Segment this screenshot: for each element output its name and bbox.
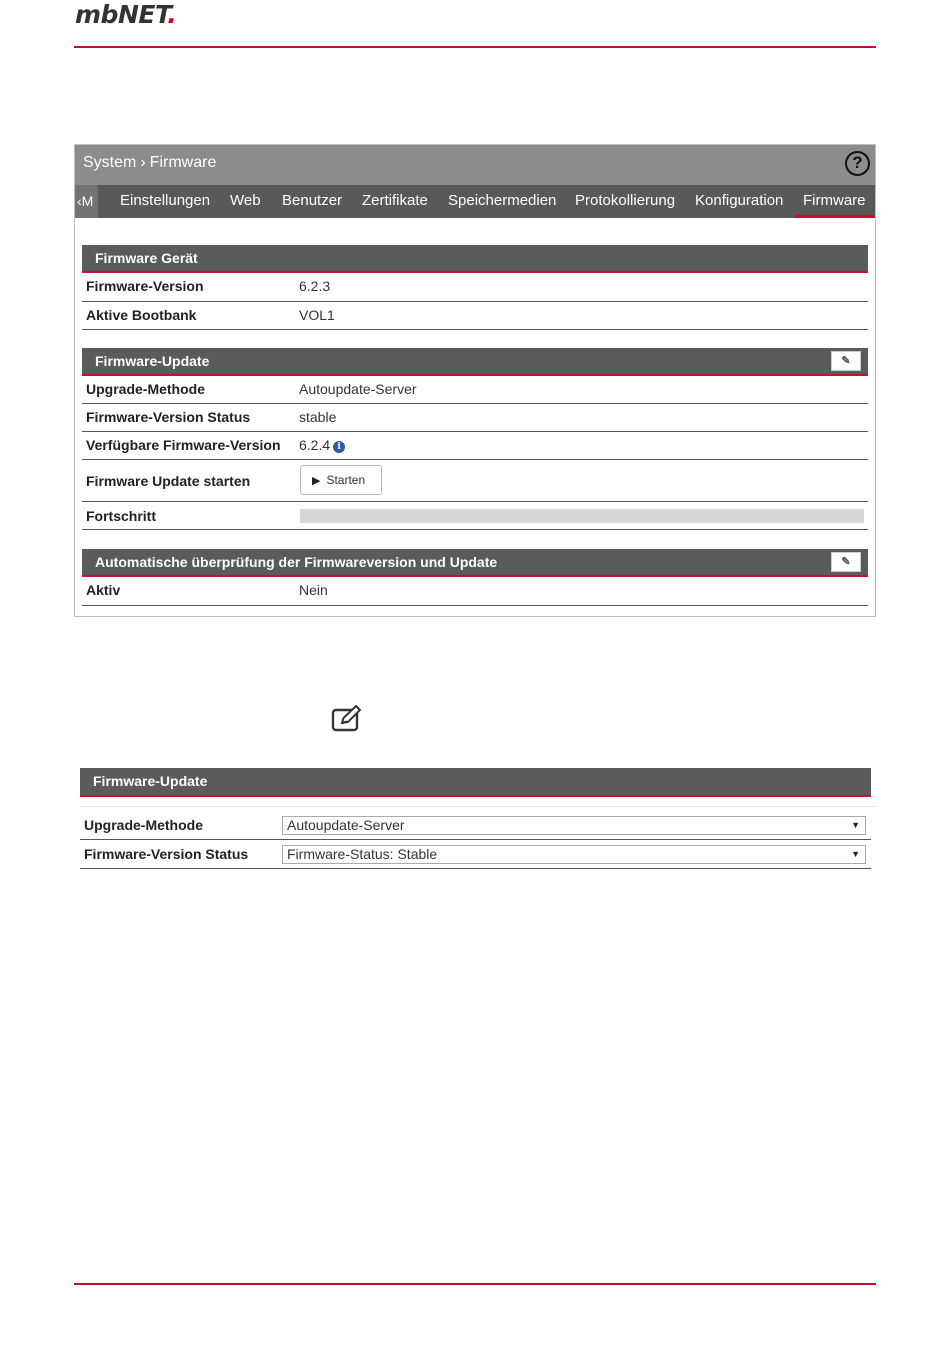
section-auto-check-header	[82, 549, 868, 577]
breadcrumb	[83, 154, 216, 172]
mbnet-logo	[75, 0, 176, 29]
field-label: Upgrade-Methode	[84, 817, 203, 833]
section-firmware-update-header	[82, 348, 868, 376]
breadcrumb-firmware: Firmware	[149, 154, 217, 171]
help-icon[interactable]: ?	[845, 151, 870, 176]
table-row	[82, 273, 868, 302]
tab-web[interactable]: Web	[230, 192, 261, 209]
select-value: Autoupdate-Server	[287, 817, 405, 833]
table-row	[82, 376, 868, 404]
section-firmware-device-header: Firmware Gerät	[82, 245, 868, 273]
tab-benutzer[interactable]: Benutzer	[282, 192, 343, 209]
row-label: Firmware-Version	[86, 278, 204, 294]
form-row-version-status	[80, 840, 871, 869]
row-label: Aktiv	[86, 582, 121, 598]
table-row	[82, 460, 868, 502]
row-label: Verfügbare Firmware-Version	[86, 437, 281, 453]
tab-scroll-left-button[interactable]: ‹M	[75, 185, 98, 218]
field-label: Firmware-Version Status	[84, 846, 249, 862]
row-label: Upgrade-Methode	[86, 381, 205, 397]
table-row	[82, 502, 868, 530]
row-value: Nein	[299, 582, 328, 598]
section-title: Firmware-Update	[95, 353, 210, 369]
select-value: Firmware-Status: Stable	[287, 846, 438, 862]
title-bar	[75, 145, 875, 185]
row-value: Autoupdate-Server	[299, 381, 417, 397]
footer-rule	[74, 1283, 876, 1285]
breadcrumb-separator-icon: ›	[140, 154, 146, 171]
start-button-label: Starten	[326, 473, 366, 487]
section-title: Automatische überprüfung der Firmwareversion und Update	[95, 554, 498, 570]
logo-dot: .	[167, 0, 177, 29]
tab-protokollierung[interactable]: Protokollierung	[575, 192, 676, 209]
row-value: stable	[299, 409, 337, 425]
edit-button[interactable]	[831, 351, 861, 371]
chevron-down-icon: ▼	[851, 820, 860, 830]
row-value: 6.2.3	[299, 278, 331, 294]
table-row	[82, 404, 868, 432]
available-version-value: 6.2.4	[299, 437, 331, 453]
row-label: Fortschritt	[86, 508, 156, 524]
row-label: Aktive Bootbank	[86, 307, 197, 323]
header-rule	[74, 46, 876, 48]
edit-icon: ✎	[841, 556, 851, 568]
edit-icon	[330, 703, 366, 733]
divider	[80, 806, 876, 807]
table-row	[82, 577, 868, 606]
edit-button[interactable]	[831, 552, 861, 572]
tab-bar	[75, 185, 875, 218]
upgrade-method-select[interactable]	[282, 816, 866, 835]
tab-speichermedien[interactable]: Speichermedien	[448, 192, 557, 209]
tab-konfiguration[interactable]: Konfiguration	[695, 192, 784, 209]
logo-text: mbNET	[75, 0, 168, 29]
breadcrumb-system[interactable]: System	[83, 154, 137, 171]
row-label: Firmware-Version Status	[86, 409, 251, 425]
chevron-down-icon: ▼	[851, 849, 860, 859]
tab-einstellungen[interactable]: Einstellungen	[120, 192, 211, 209]
table-row	[82, 302, 868, 330]
edit-icon: ✎	[841, 355, 851, 367]
tab-zertifikate[interactable]: Zertifikate	[362, 192, 428, 209]
row-value	[299, 437, 345, 453]
version-status-select[interactable]	[282, 845, 866, 864]
row-label: Firmware Update starten	[86, 473, 251, 489]
edit-form-header: Firmware-Update	[80, 768, 871, 797]
progress-bar	[300, 509, 864, 523]
tab-firmware[interactable]: Firmware	[803, 185, 866, 218]
play-icon: ▶	[312, 475, 321, 487]
info-icon[interactable]: i	[333, 441, 345, 453]
row-value: VOL1	[299, 307, 335, 323]
firmware-screenshot	[74, 144, 876, 617]
start-update-button[interactable]	[300, 465, 382, 495]
table-row	[82, 432, 868, 460]
form-row-upgrade-method	[80, 811, 871, 840]
